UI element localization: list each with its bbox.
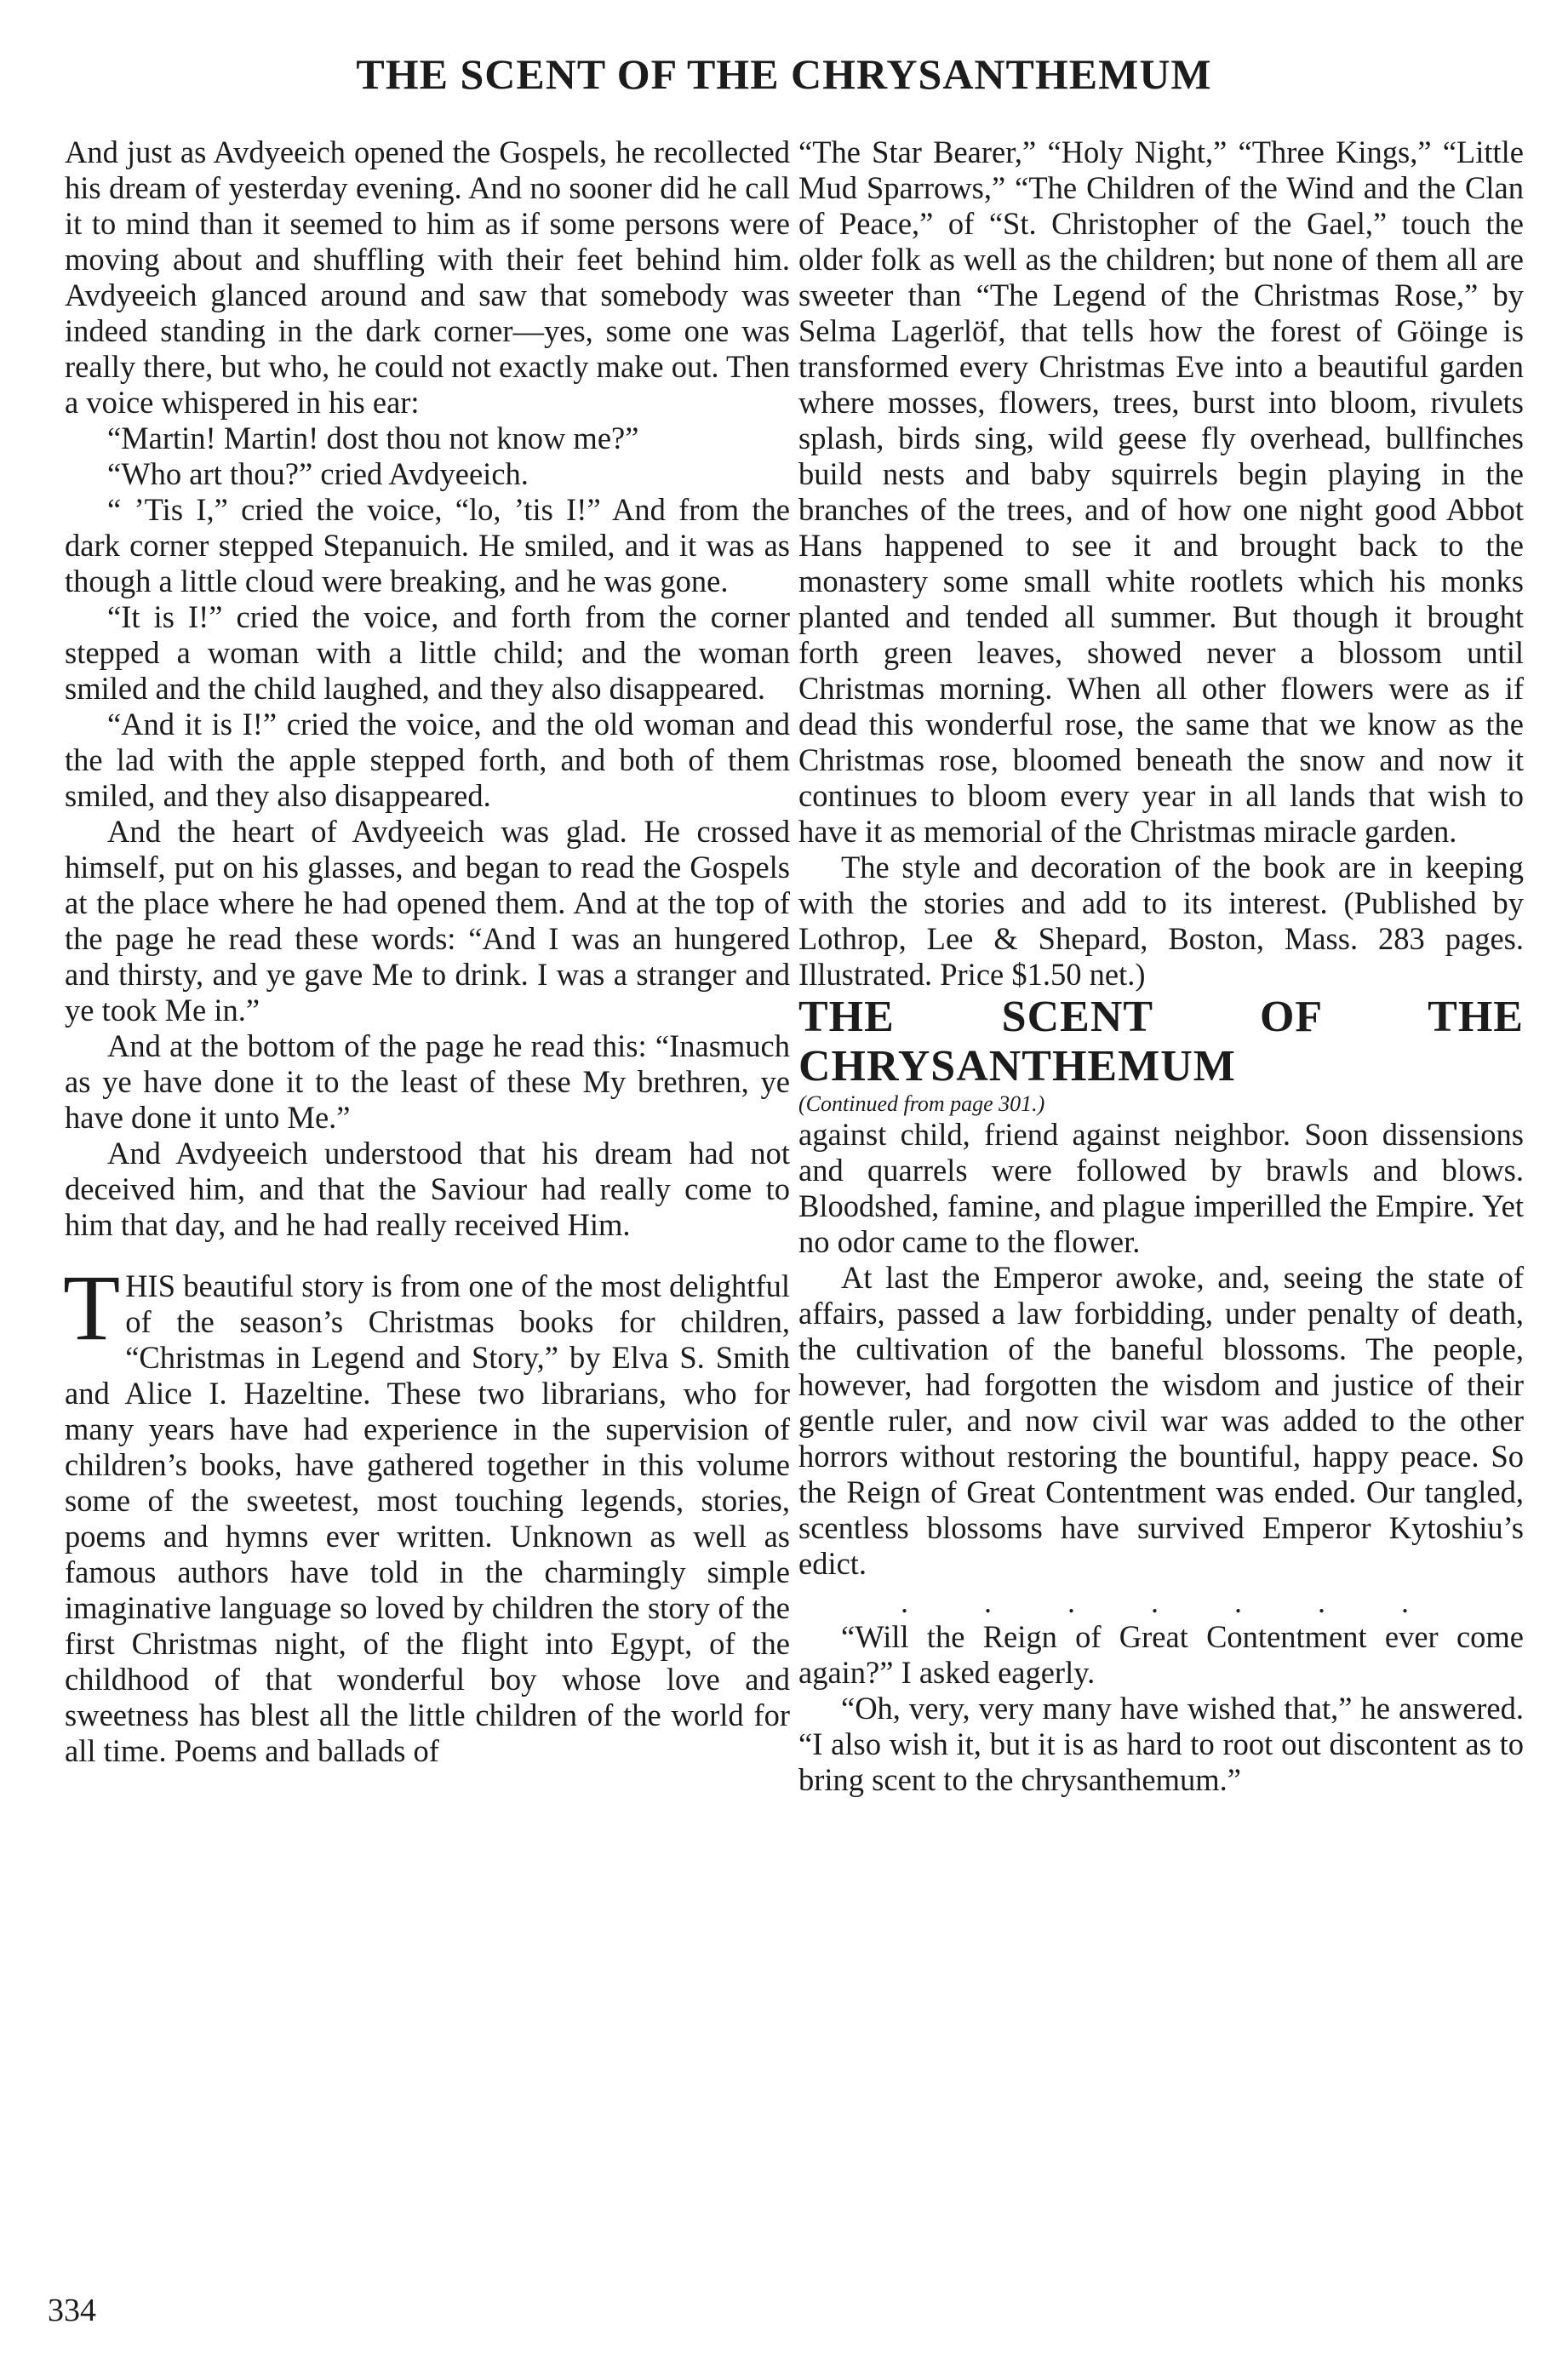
paragraph: “Oh, very, very many have wished that,” he answered. “I also wish it, but it is as hard to root out discontent as to bring scent to the chrysanthemum.” bbox=[798, 1691, 1524, 1797]
paragraph: “The Star Bearer,” “Holy Night,” “Three Kings,” “Little Mud Sparrows,” “The Children of the Wind and the Clan of Peace,” of “St. Christopher of the Gael,” touch the older folk as well as the children; but none of them all are sweeter than “The Legend of the Christmas Rose,” by Selma Lagerlöf, that tells how the forest of Göinge is transformed every Christmas Eve into a beautiful garden where mosses, flowers, trees, burst into bloom, rivulets splash, birds sing, wild geese fly overhead, bullfinches build nests and baby squirrels begin playing in the branches of the trees, and of how one night good Abbot Hans happened to see it and brought back to the monastery some small white rootlets which his monks planted and tended all summer. But though it brought forth green leaves, showed never a blossom until Christmas morning. When all other flowers were as if dead this wonderful rose, the same that we know as the Christmas rose, bloomed beneath the snow and now it continues to bloom every year in all lands that wish to have it as memorial of the Christmas miracle garden. bbox=[798, 135, 1524, 849]
review-paragraph bbox=[63, 1256, 790, 1769]
paragraph: “ ’Tis I,” cried the voice, “lo, ’tis I!” And from the dark corner stepped Stepanuich. He smiled, and it was as though a little cloud were breaking, and he was gone. bbox=[65, 492, 790, 598]
page-number: 334 bbox=[48, 2293, 96, 2328]
paragraph: “And it is I!” cried the voice, and the old woman and the lad with the apple stepped forth, and both of them smiled, and they also disappeared. bbox=[65, 707, 790, 813]
running-head: THE SCENT OF THE CHRYSANTHEMUM bbox=[356, 50, 1212, 98]
paragraph: And just as Avdyeeich opened the Gospels, he recollected his dream of yesterday evening. And no sooner did he call it to mind than it seemed to him as if some persons were moving about and shuffling with their feet behind him. Avdyeeich glanced around and saw that somebody was indeed standing in the dark corner—yes, some one was really there, but who, he could not exactly make out. Then a voice whispered in his ear: bbox=[65, 135, 790, 420]
review-text: HIS beautiful story is from one of the most delightful of the season’s Christmas books for children, “Christmas in Legend and Story,” by Elva S. Smith and Alice I. Hazeltine. These two librarians, who for many years have had experience in the supervision of children’s books, have gathered together in this volume some of the sweetest, most touching legends, stories, poems and hymns ever written. Unknown as well as famous authors have told in the charmingly simple imaginative language so loved by children the story of the first Christmas night, of the flight into Egypt, of the childhood of that wonderful boy whose love and sweetness has blest all the little children of the world for all time. Poems and ballads of bbox=[65, 1268, 790, 1768]
section-title: THE SCENT OF THE CHRYSANTHEMUM bbox=[798, 993, 1524, 1091]
right-column bbox=[798, 135, 1524, 1798]
paragraph: And at the bottom of the page he read this: “Inasmuch as ye have done it to the least of these My brethren, ye have done it unto Me.” bbox=[65, 1028, 790, 1135]
paragraph: against child, friend against neighbor. Soon dissensions and quarrels were followed by brawls and blows. Bloodshed, famine, and plague imperilled the Empire. Yet no odor came to the flower. bbox=[798, 1117, 1524, 1259]
paragraph: The style and decoration of the book are in keeping with the stories and add to its interest. (Published by Lothrop, Lee & Shepard, Boston, Mass. 283 pages. Illustrated. Price $1.50 net.) bbox=[798, 850, 1524, 992]
drop-cap: T bbox=[63, 1256, 121, 1360]
left-column bbox=[65, 135, 790, 1769]
paragraph: And the heart of Avdyeeich was glad. He crossed himself, put on his glasses, and began to read the Gospels at the place where he had opened them. And at the top of the page he read these words: “And I was an hungered and thirsty, and ye gave Me to drink. I was a stranger and ye took Me in.” bbox=[65, 814, 790, 1028]
section-break-dots: . . . . . . . bbox=[901, 1585, 1443, 1619]
paragraph: And Avdyeeich understood that his dream had not deceived him, and that the Saviour had really come to him that day, and he had really received Him. bbox=[65, 1136, 790, 1242]
paragraph: “Martin! Martin! dost thou not know me?” bbox=[107, 421, 639, 455]
paragraph: “It is I!” cried the voice, and forth from the corner stepped a woman with a little child; and the woman smiled and the child laughed, and they also disappeared. bbox=[65, 599, 790, 706]
paragraph: “Who art thou?” cried Avdyeeich. bbox=[107, 456, 529, 491]
paragraph: “Will the Reign of Great Contentment ever come again?” I asked eagerly. bbox=[798, 1619, 1524, 1690]
paragraph: At last the Emperor awoke, and, seeing the state of affairs, passed a law forbidding, under penalty of death, the cultivation of the baneful blossoms. The people, however, had forgotten the wisdom and justice of their gentle ruler, and now civil war was added to the other horrors without restoring the bountiful, happy peace. So the Reign of Great Contentment was ended. Our tangled, scentless blossoms have survived Emperor Kytoshiu’s edict. bbox=[798, 1260, 1524, 1581]
continued-note: (Continued from page 301.) bbox=[798, 1091, 1045, 1116]
